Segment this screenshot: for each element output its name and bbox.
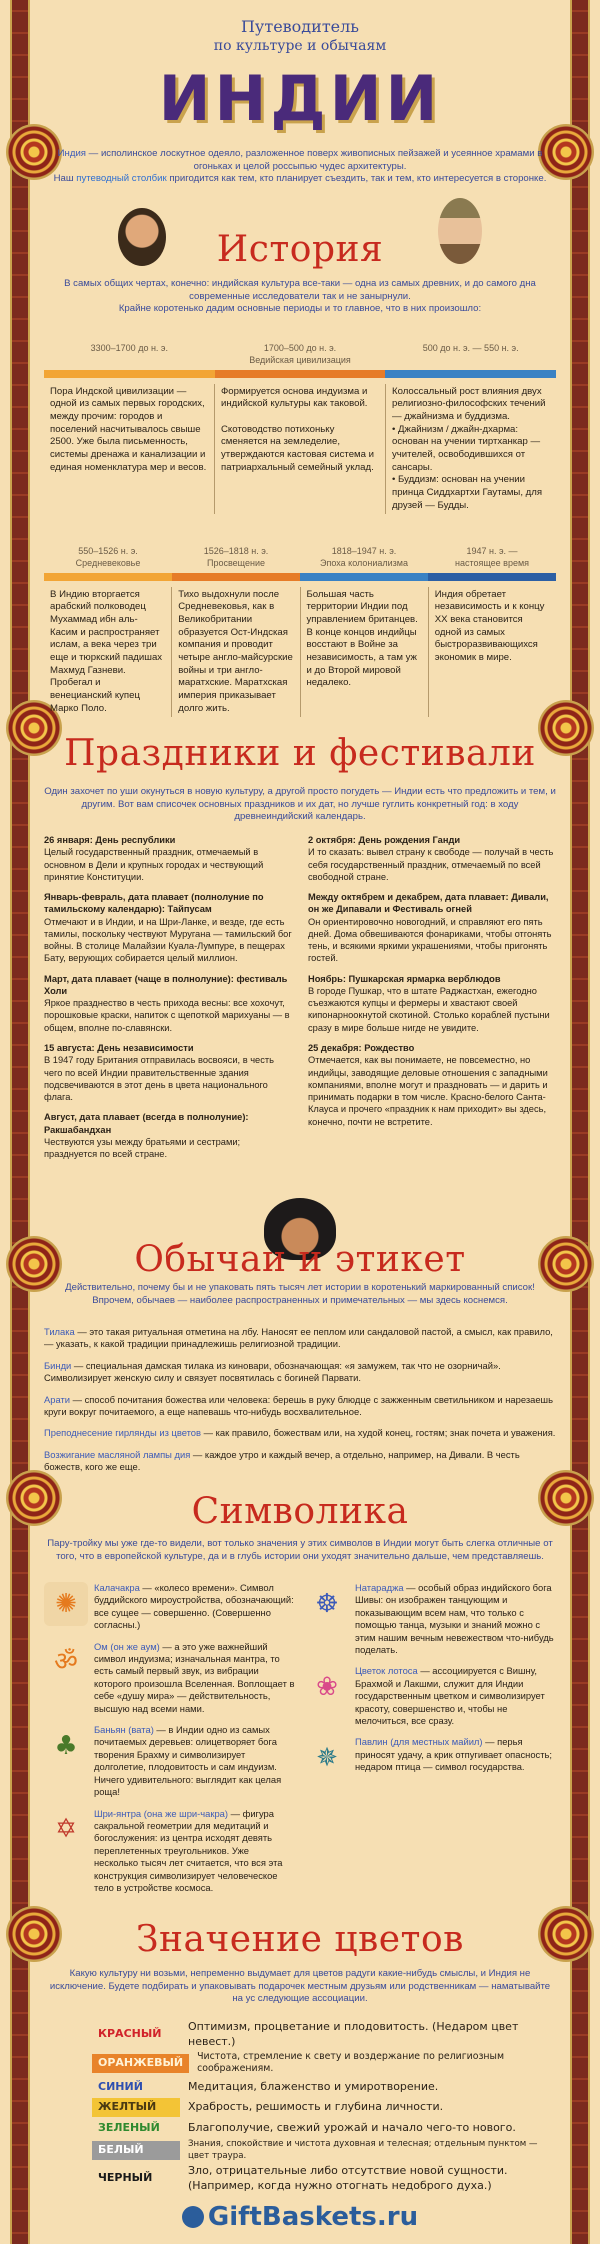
- timeline-period-label: 1818–1947 н. э. Эпоха колониализма: [320, 546, 408, 568]
- color-row: [92, 2078, 540, 2097]
- symbol-desc: — особый образ индийского бога Шивы: он изображен танцующим и показывающим всем нам, что только с помощью танца, музыки и знаний можно с этим нашим вечным невежеством что-нибудь поделать.: [355, 1582, 554, 1656]
- intro-text1: — исполинское лоскутное одеяло, разложенное поверх живописных пейзажей и усеянное храмами в огоньках и целой россыпью чудес архитектуры.: [86, 148, 543, 172]
- color-swatch: ЗЕЛЕНЫЙ: [92, 2119, 180, 2138]
- custom-label: Бинди: [44, 1359, 72, 1371]
- symbol-label: Цветок лотоса: [355, 1665, 418, 1677]
- festival-text: Отмечается, как вы понимаете, не повсеместно, но индийцы, заводящие деловые отношения с западными компаниями, вполне могут и праздновать — и дарить и принимать подарки в том числе. Красно-белого Санта-Клауса и прочего «праздник к нам приходит» вы здесь, конечно, почти не встретите.: [308, 1055, 548, 1127]
- timeline-bar: [44, 370, 556, 378]
- symbol-label: Павлин (для местных майил): [355, 1736, 483, 1748]
- symbol-text: [94, 1582, 295, 1632]
- symbols-columns: [44, 1582, 556, 1903]
- festival-heading: Август, дата плавает (всегда в полнолуние): Ракшабандхан: [44, 1112, 249, 1135]
- symbol-item: [44, 1641, 295, 1715]
- timeline-column: В Индию вторгается арабский полководец Мухаммад ибн аль-Касим и распространяет ислам, а века через три еще и тюркский падишах Махмуд Газневи. Пробегал и венецианский купец Марко Поло.: [44, 587, 172, 718]
- symbol-item: [305, 1582, 556, 1656]
- festival-item: [44, 1111, 292, 1160]
- color-row: [92, 2119, 540, 2138]
- custom-text: — это такая ритуальная отметина на лбу. Наносят ее пеплом или сандаловой пастой, а смысл, как правило, — указать, к какой традиции принадлежишь религиозной традиции.: [44, 1326, 553, 1350]
- festival-item: [44, 891, 292, 965]
- custom-item: [44, 1449, 556, 1474]
- symbol-item: [44, 1808, 295, 1895]
- timeline-row1-labels: [44, 343, 556, 367]
- timeline-row1: [44, 343, 556, 514]
- festival-text: Чествуются узы между братьями и сестрами; празднуется по всей стране.: [44, 1136, 241, 1160]
- footer-logo[interactable]: [0, 2200, 600, 2234]
- footer-tld: .ru: [376, 2202, 419, 2232]
- colors-title: Значение цветов: [136, 1919, 464, 1960]
- festival-item: [44, 973, 292, 1034]
- timeline-row2: [44, 546, 556, 717]
- color-meaning: Храбрость, решимость и глубина личности.: [188, 2100, 444, 2114]
- festival-text: Целый государственный праздник, отмечаемый в основном в Дели и крупных городах и чествующий принятие Конституции.: [44, 847, 264, 882]
- intro-guide-link: путеводный столбик: [76, 173, 167, 185]
- color-swatch: ЖЕЛТЫЙ: [92, 2098, 180, 2117]
- lotus-icon: ❀: [316, 1672, 338, 1703]
- color-swatch: ЧЕРНЫЙ: [92, 2169, 180, 2188]
- custom-item: [44, 1394, 556, 1419]
- symbol-text: [355, 1665, 556, 1727]
- history-intro2: Крайне коротенько дадим основные периоды и то главное, что в них произошло:: [118, 303, 482, 315]
- festivals-columns: [44, 834, 556, 1168]
- customs-list: [44, 1326, 556, 1483]
- customs-intro: Действительно, почему бы и не упаковать пять тысяч лет истории в коротенький маркированный список! Впрочем, обычаев — наиболее распространенных и примечательных — мы здесь коснемся.: [65, 1282, 535, 1306]
- festival-item: [308, 973, 556, 1034]
- color-row: [92, 2020, 540, 2049]
- festival-heading: Март, дата плавает (чаще в полнолуние): фестиваль Холи: [44, 973, 288, 996]
- symbol-item: [44, 1724, 295, 1798]
- symbol-desc: — а это уже важнейший символ индуизма; изначальная мантра, то есть самый первый звук, из вибрации которого произошла Вселенная. Воплощает в себе «душу мира» — действительность, высшую над всеми нами.: [94, 1640, 295, 1714]
- peacock-icon: ✵: [316, 1743, 338, 1774]
- timeline-column: Формируется основа индуизма и индийской культуры как таковой. Скотоводство потихоньку сменяется на земледелие, утверждаются кастовая система и патриархальный семейный уклад.: [215, 384, 386, 515]
- festivals-intro: Один захочет по уши окунуться в новую культуру, а другой просто погудеть — Индии есть что предложить и тем, и другим. Вот вам списочек основных праздников и их дат, но лучше гуглить конкретный год: в ходу древнеиндийский календарь.: [44, 786, 556, 823]
- color-row: [92, 2051, 540, 2076]
- timeline-column: Колоссальный рост влияния двух религиозно-философских течений — джайнизма и буддизма. • Джайнизм / джайн-дхарма: основан на учении тиртханкар — учителей, освободившихся от сансары. • Буддизм: основан на учении принца Сиддхартхи Гаутамы, для друзей — Будды.: [392, 385, 546, 511]
- festival-heading: 26 января: День республики: [44, 835, 176, 845]
- wheel-icon: ✺: [44, 1582, 88, 1626]
- festival-item: [44, 1042, 292, 1103]
- intro-india: Индия: [57, 148, 87, 159]
- custom-text: — способ почитания божества или человека: берешь в руку блюдце с зажженным светильником и нарезаешь круги вокруг почитаемого, а еще напевашь что-нибудь восхвалительное.: [44, 1393, 553, 1418]
- symbol-label: Натараджа: [355, 1582, 404, 1593]
- intro-text2-pre: Наш: [53, 173, 77, 185]
- header: [44, 16, 556, 139]
- colors-intro: Какую культуру ни возьми, непременно выдумает для цветов радуги какие-нибудь смыслы, и Индия не исключение. Будете подбирать и упаковывать подарочек местным друзьям или родственникам — наматывайте на ус следующие ассоциации.: [49, 1968, 551, 2005]
- festival-item: [308, 834, 556, 883]
- symbol-desc: — фигура сакральной геометрии для медитаций и богослужения: из центра исходят девять переплетенных треугольников. Уже несколько тысяч лет считается, что вся эта конструкция символизирует человеческое тело в устройстве космоса.: [94, 1807, 283, 1893]
- festival-item: [308, 1042, 556, 1128]
- custom-item: [44, 1360, 556, 1385]
- custom-label: Возжигание масляной лампы дия: [44, 1448, 191, 1460]
- festival-heading: 2 октября: День рождения Ганди: [308, 835, 461, 845]
- festival-text: Отмечают и в Индии, и на Шри-Ланке, и везде, где есть тамилы, поскольку чествуют Муругана — тамильский бог войны. В столице Малайзии Куала-Лумпуре, в пещерах Бату, верующих собирается целый миллион.: [44, 916, 292, 964]
- timeline-period-label: 1700–500 до н. э. Ведийская цивилизация: [249, 343, 351, 365]
- festival-heading: 25 декабря: Рождество: [308, 1042, 415, 1053]
- timeline-row1-columns: [44, 384, 556, 515]
- color-swatch: БЕЛЫЙ: [92, 2141, 180, 2160]
- gift-basket-icon: [182, 2206, 204, 2228]
- header-title-line2: по культуре и обычаям: [213, 38, 387, 55]
- color-swatch: СИНИЙ: [92, 2078, 180, 2097]
- color-meaning: Знания, спокойствие и чистота духовная и телесная; отдельным пунктом — цвет траура.: [188, 2139, 538, 2161]
- symbol-desc: — ассоциируется с Вишну, Брахмой и Лакшми, служит для Индии государственным цветком и символизирует красоту, совершенство и, чтобы не мелочиться, все сразу.: [355, 1665, 545, 1727]
- color-meaning: Благополучие, свежий урожай и начало чего-то нового.: [188, 2120, 516, 2134]
- timeline-period-label: 1526–1818 н. э. Просвещение: [203, 546, 269, 568]
- color-meaning: Чистота, стремление к свету и воздержание по религиозным соображениям.: [197, 2051, 505, 2075]
- history-intro1: В самых общих чертах, конечно: индийская культура все-таки — одна из самых древних, и до самого дна современные исследователи так и не занырнули.: [64, 278, 536, 302]
- festival-item: [308, 891, 556, 965]
- banyan-icon: ♣: [54, 1730, 78, 1761]
- symbol-desc: — «колесо времени». Символ буддийского мироустройства, обозначающий: все сущее — совершенно. (Совершенно согласны.): [94, 1582, 294, 1631]
- footer-brand: GiftBaskets: [207, 2202, 377, 2232]
- timeline-bar: [44, 573, 556, 581]
- color-meaning: Зло, отрицательные либо отсутствие новой сущности. (Например, когда нужно отогнать недоброго духа.): [188, 2164, 508, 2192]
- symbol-text: [94, 1724, 295, 1798]
- symbol-item: [305, 1736, 556, 1780]
- symbol-desc: — перья приносят удачу, а крик отпугивает опасность; недаром птица — символ государства.: [355, 1736, 553, 1773]
- festival-heading: Между октябрем и декабрем, дата плавает: Дивали, он же Дипавали и Фестиваль огней: [308, 892, 549, 915]
- timeline-column: Индия обретает независимость и к концу XX века становится одной из самых быстроразвивающихся экономик в мире.: [434, 588, 545, 664]
- color-meaning: Оптимизм, процветание и плодовитость. (Недаром цвет невест.): [188, 2020, 519, 2048]
- symbols-left-column: [44, 1582, 295, 1903]
- header-big-title: ИНДИИ: [158, 61, 442, 135]
- symbol-item: [44, 1582, 295, 1632]
- festival-text: В городе Пушкар, что в штате Раджастхан, ежегодно съезжаются купцы и фермеры и хвастают своей кипонарноокнутой скотиной. Столько кораблей пустыни сразу в мире больше нигде не увидите.: [308, 985, 550, 1033]
- custom-label: Арати: [44, 1393, 71, 1405]
- symbol-text: [355, 1582, 556, 1656]
- symbol-desc: — в Индии одно из самых почитаемых деревьев: олицетворяет бога творения Брахму и символизирует долголетие, плодовитость и сам индуизм. Ничего удивительного: выглядит как целая роща!: [94, 1724, 282, 1798]
- festival-text: Яркое празднество в честь прихода весны: все хохочут, порошковые краски, напиток с щепоткой марихуаны — в общем, вполне по-славянски.: [44, 998, 290, 1033]
- symbol-text: [94, 1641, 295, 1715]
- timeline-column: Большая часть территории Индии под управлением британцев. В конце концов индийцы восстают в Войне за независимость, а там уж и до Второй мировой недалеко.: [301, 587, 429, 718]
- festival-text: И то сказать: вывел страну к свободе — получай в честь себя государственный праздник, отмечаемый по всей свободной стране.: [308, 847, 554, 882]
- color-swatch: ОРАНЖЕВЫЙ: [92, 2054, 189, 2073]
- custom-label: Преподнесение гирлянды из цветов: [44, 1427, 202, 1439]
- history-title: История: [216, 229, 384, 270]
- timeline-row2-columns: [44, 587, 556, 718]
- nataraja-icon: ☸: [315, 1588, 339, 1619]
- symbol-item: [305, 1665, 556, 1727]
- symbol-label: Баньян (вата): [94, 1724, 154, 1736]
- festival-heading: 15 августа: День независимости: [44, 1042, 194, 1053]
- symbols-title: Символика: [191, 1491, 409, 1532]
- timeline-row2-labels: [44, 546, 556, 570]
- custom-item: [44, 1427, 556, 1439]
- color-row: [92, 2164, 540, 2193]
- om-icon: ॐ: [54, 1647, 78, 1678]
- festival-heading: Ноябрь: Пушкарская ярмарка верблюдов: [308, 973, 501, 984]
- symbol-text: [94, 1808, 295, 1895]
- timeline-column: Пора Индской цивилизации — одной из самых первых городских, между прочим: городов и поселений насчитывалось свыше 2500. Уже была письменность, системы дренажа и канализации и единая номенклатура мер и весов.: [44, 384, 215, 515]
- festival-text: Он ориентировочно новогодний, и справляют его пять дней. Дома обвешиваются фонариками, чтобы отгонять тень, и всякими яркими украшениями, чтобы пригонять гостей.: [308, 916, 552, 964]
- timeline-period-label: 500 до н. э. — 550 н. э.: [422, 343, 519, 353]
- history-intro: [44, 278, 556, 316]
- festivals-right-column: [308, 834, 556, 1168]
- symbols-intro: Пару-тройку мы уже где-то видели, вот только значения у этих символов в Индии могут быть слегка отличные от того, что в европейской культуре, да и в глубь истории они уходят значительно дальше, чем представляешь.: [47, 1538, 553, 1562]
- color-row: [92, 2139, 540, 2162]
- symbol-text: [355, 1736, 556, 1773]
- sri-yantra-icon: ✡: [55, 1814, 77, 1845]
- symbols-right-column: [305, 1582, 556, 1903]
- colors-table: [92, 2020, 540, 2195]
- customs-title: Обычаи и этикет: [134, 1239, 466, 1280]
- intro-text: [44, 148, 556, 186]
- symbol-label: Шри-янтра (она же шри-чакра): [94, 1807, 229, 1819]
- custom-label: Тилака: [44, 1326, 75, 1337]
- festivals-left-column: [44, 834, 292, 1168]
- color-row: [92, 2098, 540, 2117]
- intro-text2-post: пригодится как тем, кто планирует съездить, так и тем, кто интересуется в сторонке.: [166, 173, 547, 185]
- symbol-label: Ом (он же аум): [94, 1640, 160, 1652]
- color-swatch: КРАСНЫЙ: [92, 2025, 180, 2044]
- festival-text: В 1947 году Британия отправилась восвояси, в честь чего по всей Индии правительственные здания подсвечиваются в этот день в цвета национального флага.: [44, 1055, 274, 1103]
- color-meaning: Медитация, блаженство и умиротворение.: [188, 2079, 439, 2093]
- festivals-title: Праздники и фестивали: [64, 733, 536, 774]
- custom-text: — каждое утро и каждый вечер, а отдельно, например, на Дивали. В честь божеств, кого же еще.: [44, 1448, 520, 1473]
- custom-text: — специальная дамская тилака из киновари, обозначающая: «я замужем, так что не озорничай». Символизирует женскую силу и связует посвятилась с богиней Парвати.: [44, 1359, 501, 1384]
- custom-text: — как правило, божествам или, на худой конец, гостям; знак почета и уважения.: [201, 1427, 556, 1439]
- timeline-period-label: 3300–1700 до н. э.: [90, 343, 169, 353]
- header-title-line1: Путеводитель: [240, 17, 360, 36]
- festival-item: [44, 834, 292, 883]
- timeline-period-label: 550–1526 н. э. Средневековье: [75, 546, 141, 568]
- timeline-column: Тихо выдохнули после Средневековья, как в Великобритании образуется Ост-Индская компания и проводит четыре англо-майсурские войны и три англо-маратхские. Маратхская империя приказывает долго жить.: [172, 587, 300, 718]
- custom-item: [44, 1326, 556, 1351]
- timeline-period-label: 1947 н. э. — настоящее время: [454, 546, 530, 568]
- festival-heading: Январь-февраль, дата плавает (полнолуние по тамильскому календарю): Тайпусам: [44, 892, 264, 915]
- symbol-label: Калачакра: [94, 1582, 140, 1593]
